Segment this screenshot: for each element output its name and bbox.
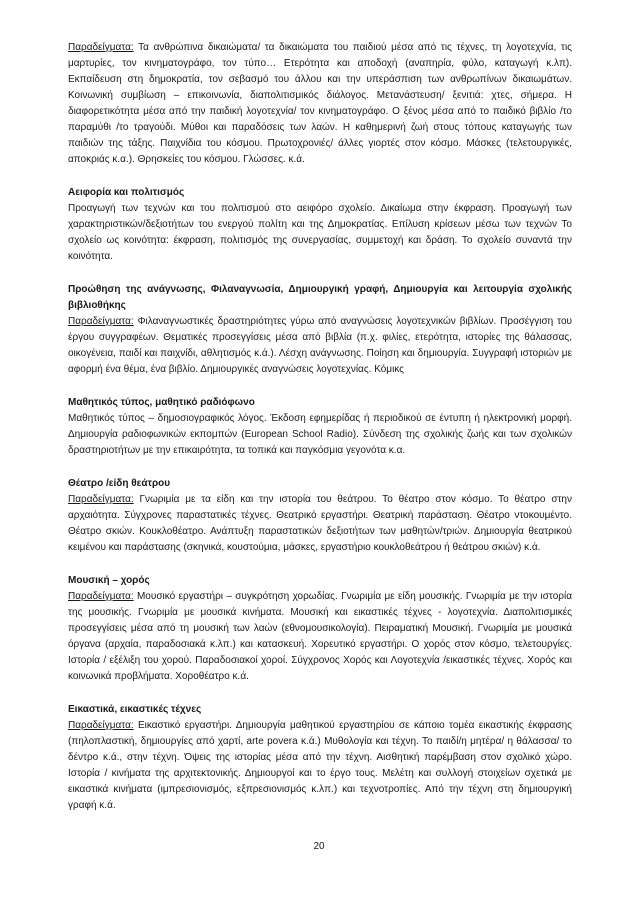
- section-heading: Εικαστικά, εικαστικές τέχνες: [68, 704, 202, 715]
- section-heading: Μαθητικός τύπος, μαθητικό ραδιόφωνο: [68, 397, 255, 408]
- section-text: Μαθητικός τύπος – δημοσιογραφικός λόγος. Έκδοση εφημερίδας ή περιοδικού σε έντυπη ή ηλεκτρονική μορφή. Δημιουργία ραδιοφωνικών εκπομπών (European School Radio). Σύνδεση της σχολικής ζωής και των σχολικών δραστηριοτήτων με την επικαιρότητα, τα τοπικά και παγκόσμια γεγονότα κ.α.: [68, 413, 572, 456]
- section-paragraph: [68, 492, 572, 556]
- section-human-rights: [68, 40, 572, 168]
- section-music-dance: [68, 573, 572, 685]
- section-text: Φιλαναγνωστικές δραστηριότητες γύρω από αναγνώσεις λογοτεχνικών βιβλίων. Προσέγγιση του έργου συγγραφέων. Θεματικές προσεγγίσεις μέσα από βιβλία (π.χ. φιλίες, ετερότητα, ιστορίες της θάλασσας, οικογένεια, παιδί και παιχνίδι, αθλητισμός κ.ά.). Λέσχη ανάγνωσης. Ποίηση και δημιουργία. Συγγραφή ιστοριών με αφορμή ένα θέμα, ένα βιβλίο. Δημιουργικές αναγνώσεις λογοτεχνίας. Κόμικς: [68, 316, 572, 375]
- examples-label: Παραδείγματα:: [68, 591, 134, 602]
- section-text: Προαγωγή των τεχνών και του πολιτισμού στο αειφόρο σχολείο. Δικαίωμα στην έκφραση. Προαγωγή των χαρακτηριστικών/δεξιοτήτων του ενεργού πολίτη και της Δημοκρατίας. Επίλυση κρίσεων μέσω των τεχνών Το σχολείο ως κοινότητα: έκφραση, πολιτισμός της συνεργασίας, συμμετοχή και δράση. Το σχολείο συναντά την κοινότητα.: [68, 203, 572, 262]
- section-theatre: [68, 476, 572, 556]
- section-paragraph: [68, 201, 572, 265]
- section-paragraph: [68, 589, 572, 685]
- section-paragraph: [68, 314, 572, 378]
- section-reading: [68, 282, 572, 378]
- section-text: Γνωριμία με τα είδη και την ιστορία του θεάτρου. Το θέατρο στον κόσμο. Το θέατρο στην αρχαιότητα. Σύγχρονες παραστατικές τέχνες. Θεατρικό εργαστήρι. Θεατρική παράσταση. Θέατρο ντοκουμέντο. Θέατρο σκιών. Κουκλοθέατρο. Ανάπτυξη παραστατικών δεξιοτήτων των μαθητών/τριών. Δημιουργία θεατρικού κειμένου και παράστασης (σκηνικά, κουστούμια, μάσκες, εργαστήριο κουκλοθεάτρου ή θεάτρου σκιών) κ.ά.: [68, 494, 572, 553]
- section-heading: Θέατρο /είδη θεάτρου: [68, 478, 171, 489]
- section-paragraph: [68, 40, 572, 168]
- section-text: Μουσικό εργαστήρι – συγκρότηση χορωδίας. Γνωριμία με είδη μουσικής. Γνωριμία με την ιστορία της μουσικής. Γνωριμία με μουσικά κινήματα. Μουσική και εικαστικές τέχνες - λογοτεχνία. Διαπολιτισμικές προσεγγίσεις μέσα από τη μουσική των λαών (εθνομουσικολογία). Πειραματική Μουσική. Γνωριμία με μουσικά όργανα (αρχαία, παραδοσιακά κ.λπ.) και κατασκευή. Χορευτικό εργαστήρι. Ο χορός στον κόσμο, τελετουργίες. Ιστορία / εξέλιξη του χορού. Παραδοσιακοί χοροί. Σύγχρονος Χορός και Λογοτεχνία /εικαστικές τέχνες. Χορός και κοινωνικά προβλήματα. Χοροθέατρο κ.ά.: [68, 591, 572, 682]
- section-visual-arts: [68, 702, 572, 814]
- page-number: 20: [313, 841, 325, 852]
- section-heading: Αειφορία και πολιτισμός: [68, 187, 185, 198]
- examples-label: Παραδείγματα:: [68, 494, 134, 505]
- examples-label: Παραδείγματα:: [68, 42, 134, 53]
- document-page: [68, 40, 572, 831]
- section-text: Εικαστικό εργαστήρι. Δημιουργία μαθητικού εργαστηρίου σε κάποιο τομέα εικαστικής έκφρασης (πηλοπλαστική, δημιουργίες από χαρτί, arte povera κ.ά.) Μυθολογία και τέχνη. Το παιδί/η μητέρα/ η θάλασσα/ το δέντρο κ.ά., στην τέχνη. Όψεις της ιστορίας μέσα από την τέχνη. Αισθητική παρέμβαση στον σχολικό χώρο. Ιστορία / κινήματα της αρχιτεκτονικής. Δημιουργοί και το έργο τους. Μελέτη και συλλογή στοιχείων σχετικά με εικαστικά κινήματα (ιμπρεσιονισμός, εξπρεσιονισμός κ.λπ.) και τεχνοτροπίες. Από την τέχνη στη δημιουργική γραφή κ.ά.: [68, 720, 572, 811]
- section-sustainability: [68, 185, 572, 265]
- section-text: Τα ανθρώπινα δικαιώματα/ τα δικαιώματα του παιδιού μέσα από τις τέχνες, τη λογοτεχνία, τις μαρτυρίες, τον κινηματογράφο, τον τύπο… Ετερότητα και αποδοχή (αναπηρία, φύλο, καταγωγή κ.λπ). Εκπαίδευση στη δημοκρατία, τον σεβασμό του άλλου και την υπεράσπιση των ανθρωπίνων δικαιωμάτων. Κοινωνική συμβίωση – επικοινωνία, διαπολιτισμικός διάλογος. Μετανάστευση/ ξενιτιά: χτες, σήμερα. Η διαφορετικότητα μέσα από την παιδική λογοτεχνία/ τον κινηματογράφο. Ο ξένος μέσα από το παιδικό βιβλίο /το παραμύθι /το τραγούδι. Μύθοι και παραδόσεις των λαών. Η καθημερινή ζωή στους τόπους καταγωγής των παιδιών της τάξης. Παιχνίδια του κόσμου. Πρωτοχρονιές/ άλλες γιορτές στον κόσμο. Μάσκες (τελετουργικές, αποκριάς κ.α.). Θρησκείες του κόσμου. Γλώσσες. κ.ά.: [68, 42, 572, 165]
- section-paragraph: [68, 718, 572, 814]
- section-heading: Προώθηση της ανάγνωσης, Φιλαναγνωσία, Δημιουργική γραφή, Δημιουργία και λειτουργία σχολικής βιβλιοθήκης: [68, 284, 572, 311]
- examples-label: Παραδείγματα:: [68, 316, 134, 327]
- section-heading: Μουσική – χορός: [68, 575, 150, 586]
- section-student-press: [68, 395, 572, 459]
- section-paragraph: [68, 411, 572, 459]
- examples-label: Παραδείγματα:: [68, 720, 134, 731]
